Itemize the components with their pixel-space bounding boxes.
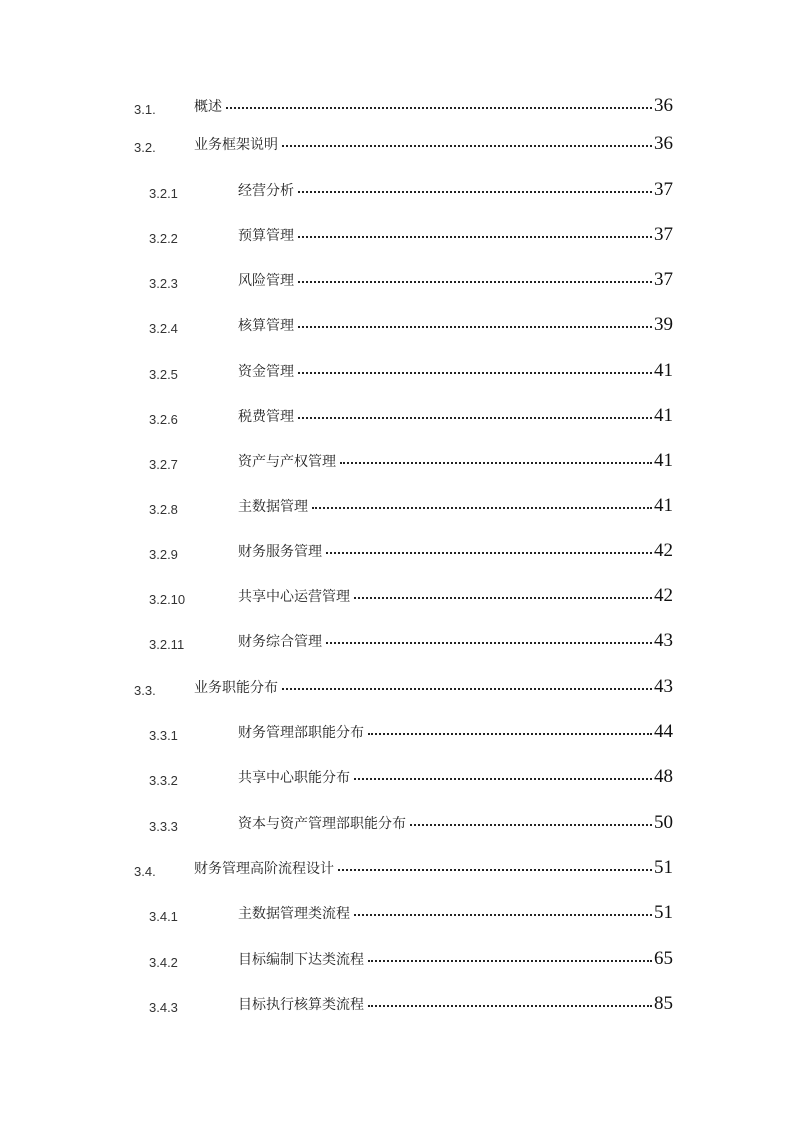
toc-entry-line: [238, 766, 673, 788]
toc-entry-title[interactable]: 共享中心职能分布: [238, 770, 350, 786]
toc-entry-title[interactable]: 主数据管理类流程: [238, 906, 350, 922]
toc-entry-title[interactable]: 经营分析: [238, 183, 294, 199]
dot-leader: [354, 768, 652, 780]
toc-entry-page-number[interactable]: 36: [654, 133, 673, 154]
toc-entry-page-number[interactable]: 51: [654, 902, 673, 923]
toc-entry-number: 3.2.5: [149, 367, 178, 382]
toc-entry-3-4-1[interactable]: [0, 903, 793, 927]
toc-entry-line: [194, 676, 673, 698]
toc-entry-line: [238, 585, 673, 607]
dot-leader: [368, 950, 652, 962]
toc-entry-line: [238, 224, 673, 246]
dot-leader: [368, 995, 652, 1007]
dot-leader: [298, 226, 652, 238]
dot-leader: [298, 407, 652, 419]
toc-entry-number: 3.2.9: [149, 547, 178, 562]
toc-entry-page-number[interactable]: 37: [654, 179, 673, 200]
toc-entry-line: [238, 314, 673, 336]
toc-entry-page-number[interactable]: 42: [654, 585, 673, 606]
toc-entry-page-number[interactable]: 43: [654, 630, 673, 651]
toc-entry-title[interactable]: 财务综合管理: [238, 634, 322, 650]
toc-entry-3-3-3[interactable]: [0, 813, 793, 837]
toc-entry-line: [238, 450, 673, 472]
toc-entry-number: 3.3.: [134, 683, 156, 698]
toc-entry-line: [238, 495, 673, 517]
toc-entry-title[interactable]: 目标执行核算类流程: [238, 997, 364, 1013]
dot-leader: [354, 587, 652, 599]
toc-entry-line: [238, 405, 673, 427]
toc-entry-3-2-6[interactable]: [0, 406, 793, 430]
toc-entry-line: [194, 133, 673, 155]
toc-entry-page-number[interactable]: 43: [654, 676, 673, 697]
toc-entry-3-2-1[interactable]: [0, 180, 793, 204]
toc-entry-line: [238, 948, 673, 970]
toc-entry-3-2-8[interactable]: [0, 496, 793, 520]
dot-leader: [340, 452, 652, 464]
toc-entry-page-number[interactable]: 37: [654, 224, 673, 245]
toc-entry-number: 3.4.1: [149, 909, 178, 924]
toc-entry-number: 3.2.2: [149, 231, 178, 246]
toc-entry-number: 3.3.2: [149, 773, 178, 788]
toc-entry-number: 3.2.4: [149, 321, 178, 336]
dot-leader: [282, 135, 652, 147]
toc-entry-title[interactable]: 资产与产权管理: [238, 454, 336, 470]
toc-entry-title[interactable]: 税费管理: [238, 409, 294, 425]
toc-entry-title[interactable]: 主数据管理: [238, 499, 308, 515]
toc-entry-line: [238, 360, 673, 382]
toc-entry-3-4-2[interactable]: [0, 949, 793, 973]
toc-entry-page-number[interactable]: 65: [654, 948, 673, 969]
toc-entry-3-2-4[interactable]: [0, 315, 793, 339]
toc-entry-page-number[interactable]: 41: [654, 450, 673, 471]
toc-entry-title[interactable]: 风险管理: [238, 273, 294, 289]
toc-entry-3-4-3[interactable]: [0, 994, 793, 1018]
dot-leader: [298, 316, 652, 328]
dot-leader: [298, 271, 652, 283]
toc-entry-page-number[interactable]: 42: [654, 540, 673, 561]
toc-entry-3-3-1[interactable]: [0, 722, 793, 746]
dot-leader: [312, 497, 652, 509]
dot-leader: [354, 904, 652, 916]
dot-leader: [368, 723, 652, 735]
toc-entry-title[interactable]: 业务职能分布: [194, 680, 278, 696]
dot-leader: [226, 97, 652, 109]
toc-entry-line: [238, 812, 673, 834]
toc-entry-line: [238, 179, 673, 201]
toc-entry-number: 3.2.11: [149, 637, 185, 652]
toc-entry-page-number[interactable]: 51: [654, 857, 673, 878]
toc-entry-number: 3.2.10: [149, 592, 186, 607]
toc-entry-3-2-2[interactable]: [0, 225, 793, 249]
toc-entry-title[interactable]: 资本与资产管理部职能分布: [238, 816, 406, 832]
toc-entry-title[interactable]: 财务管理部职能分布: [238, 725, 364, 741]
dot-leader: [298, 181, 652, 193]
toc-entry-title[interactable]: 财务服务管理: [238, 544, 322, 560]
toc-entry-page-number[interactable]: 36: [654, 95, 673, 116]
dot-leader: [338, 859, 652, 871]
toc-entry-title[interactable]: 共享中心运营管理: [238, 589, 350, 605]
toc-entry-title[interactable]: 业务框架说明: [194, 137, 278, 153]
toc-entry-3-2-11[interactable]: [0, 631, 793, 655]
toc-entry-page-number[interactable]: 41: [654, 405, 673, 426]
toc-entry-3-2-9[interactable]: [0, 541, 793, 565]
toc-entry-3-4[interactable]: [0, 858, 793, 882]
toc-entry-line: [238, 993, 673, 1015]
dot-leader: [298, 362, 652, 374]
toc-entry-3-2-10[interactable]: [0, 586, 793, 610]
toc-entry-number: 3.4.2: [149, 955, 178, 970]
toc-entry-3-3[interactable]: [0, 677, 793, 701]
toc-entry-line: [238, 269, 673, 291]
toc-entry-title[interactable]: 财务管理高阶流程设计: [194, 861, 334, 877]
toc-entry-3-2-3[interactable]: [0, 270, 793, 294]
toc-entry-number: 3.2.3: [149, 276, 178, 291]
toc-entry-page-number[interactable]: 48: [654, 766, 673, 787]
toc-entry-number: 3.2.8: [149, 502, 178, 517]
toc-entry-page-number[interactable]: 44: [654, 721, 673, 742]
dot-leader: [282, 678, 652, 690]
toc-entry-line: [194, 95, 673, 117]
toc-entry-title[interactable]: 预算管理: [238, 228, 294, 244]
toc-entry-title[interactable]: 目标编制下达类流程: [238, 952, 364, 968]
dot-leader: [326, 632, 652, 644]
toc-entry-title[interactable]: 概述: [194, 99, 222, 115]
toc-entry-number: 3.2.6: [149, 412, 178, 427]
toc-entry-page-number[interactable]: 50: [654, 812, 673, 833]
toc-entry-number: 3.3.3: [149, 819, 178, 834]
toc-entry-number: 3.4.3: [149, 1000, 178, 1015]
toc-entry-page-number[interactable]: 85: [654, 993, 673, 1014]
toc-entry-3-3-2[interactable]: [0, 767, 793, 791]
toc-entry-3-1[interactable]: [0, 96, 793, 120]
toc-entry-number: 3.4.: [134, 864, 156, 879]
toc-entry-number: 3.2.1: [149, 186, 178, 201]
toc-entry-page-number[interactable]: 41: [654, 495, 673, 516]
toc-entry-line: [194, 857, 673, 879]
toc-entry-3-2-5[interactable]: [0, 361, 793, 385]
dot-leader: [326, 542, 652, 554]
dot-leader: [410, 814, 652, 826]
toc-entry-3-2-7[interactable]: [0, 451, 793, 475]
toc-entry-line: [238, 630, 673, 652]
toc-entry-title[interactable]: 资金管理: [238, 364, 294, 380]
toc-entry-number: 3.3.1: [149, 728, 178, 743]
toc-entry-line: [238, 540, 673, 562]
toc-entry-title[interactable]: 核算管理: [238, 318, 294, 334]
toc-entry-page-number[interactable]: 37: [654, 269, 673, 290]
toc-entry-page-number[interactable]: 39: [654, 314, 673, 335]
toc-entry-number: 3.1.: [134, 102, 156, 117]
toc-entry-number: 3.2.: [134, 140, 156, 155]
toc-entry-page-number[interactable]: 41: [654, 360, 673, 381]
toc-entry-number: 3.2.7: [149, 457, 178, 472]
toc-entry-3-2[interactable]: [0, 134, 793, 158]
toc-entry-line: [238, 902, 673, 924]
toc-entry-line: [238, 721, 673, 743]
